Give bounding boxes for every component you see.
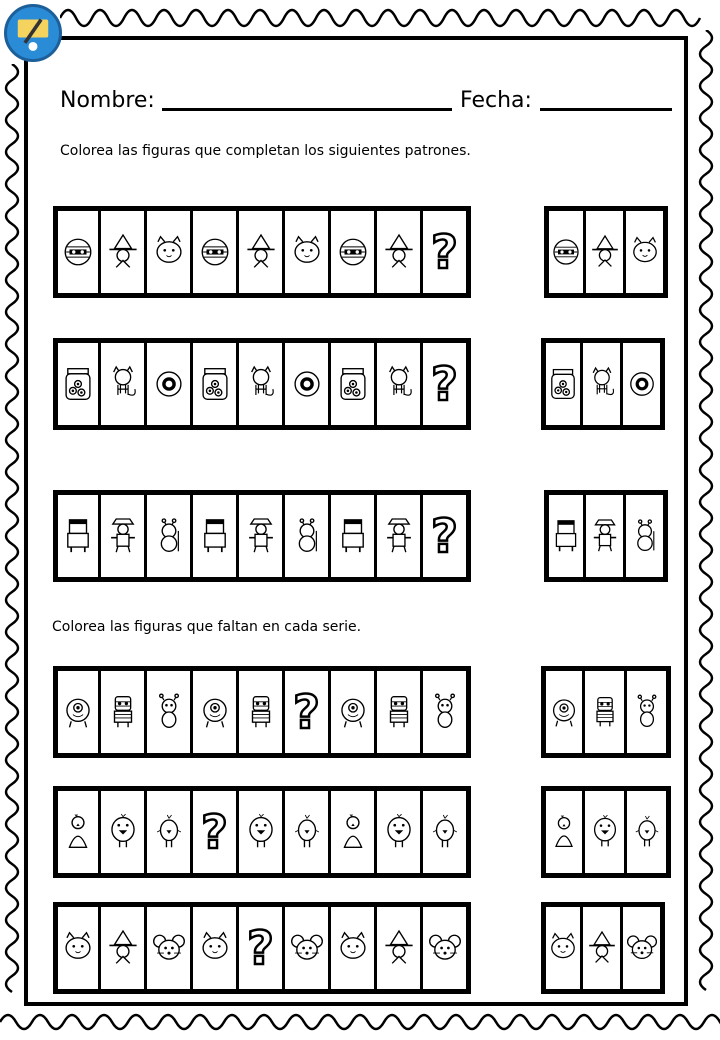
pattern-cell (193, 208, 239, 296)
scarecrow-icon (382, 517, 416, 555)
pattern-cell (101, 788, 147, 876)
missing-figure-cell[interactable] (193, 788, 239, 876)
skeleton-cat-icon (382, 365, 416, 403)
answer-option-cell[interactable] (585, 668, 627, 756)
missing-figure-cell[interactable] (423, 492, 469, 580)
pattern-cell (147, 340, 193, 428)
missing-figure-cell[interactable] (423, 340, 469, 428)
pattern-cell (239, 668, 285, 756)
answer-option-cell[interactable] (543, 668, 585, 756)
pattern-cell (377, 904, 423, 992)
pattern-cell (147, 788, 193, 876)
skeleton-cat-icon (244, 365, 278, 403)
instruction-section-2: Colorea las figuras que faltan en cada serie. (52, 619, 362, 635)
pattern-cell (101, 668, 147, 756)
pattern-cell (423, 788, 469, 876)
answer-option-cell[interactable] (543, 904, 583, 992)
curly-border-left (0, 64, 24, 1008)
cyclops-icon (198, 693, 232, 731)
cat-icon (547, 930, 579, 966)
answer-option-cell[interactable] (586, 492, 626, 580)
frankenstein-icon (61, 517, 95, 555)
pattern-cell (193, 904, 239, 992)
jar-icon (336, 365, 370, 403)
mouse-icon (290, 929, 324, 967)
frankenstein-icon (336, 517, 370, 555)
pattern-cell (101, 492, 147, 580)
pattern-cell (285, 492, 331, 580)
alien-icon (629, 518, 661, 554)
cat-icon (336, 929, 370, 967)
bird-small-icon (290, 813, 324, 851)
answer-options-row (541, 786, 671, 878)
antenna-monster-icon (428, 693, 462, 731)
answer-option-cell[interactable] (623, 904, 663, 992)
pattern-cell (331, 208, 377, 296)
mouse-icon (626, 930, 658, 966)
question-mark: ? (247, 921, 274, 975)
pattern-cell (147, 208, 193, 296)
pattern-cell (147, 492, 193, 580)
antenna-monster-icon (631, 694, 663, 730)
antenna-monster-icon (152, 693, 186, 731)
date-answer-line[interactable] (540, 108, 672, 111)
frankenstein-icon (550, 518, 582, 554)
frankenstein-icon (198, 517, 232, 555)
missing-figure-cell[interactable] (285, 668, 331, 756)
cat-icon (290, 233, 324, 271)
pattern-cell (285, 340, 331, 428)
answer-option-cell[interactable] (543, 340, 583, 428)
pattern-cell (55, 668, 101, 756)
scarecrow-icon (244, 517, 278, 555)
curly-border-top (60, 0, 720, 34)
pattern-cell (331, 668, 377, 756)
pattern-cell (377, 788, 423, 876)
bird-dress-icon (548, 814, 580, 850)
pattern-cell (193, 340, 239, 428)
pattern-cell (101, 208, 147, 296)
question-mark: ? (431, 357, 458, 411)
question-mark: ? (293, 685, 320, 739)
answer-option-cell[interactable] (626, 208, 666, 296)
bird-icon (382, 813, 416, 851)
answer-options-row (544, 206, 668, 298)
pattern-sequence-row (53, 786, 471, 878)
answer-option-cell[interactable] (627, 788, 669, 876)
cat-icon (152, 233, 186, 271)
pattern-cell (55, 492, 101, 580)
scarecrow-icon (106, 517, 140, 555)
alien-icon (152, 517, 186, 555)
answer-option-cell[interactable] (586, 208, 626, 296)
pattern-cell (239, 492, 285, 580)
answer-option-cell[interactable] (546, 492, 586, 580)
skeleton-cat-icon (586, 366, 618, 402)
bird-icon (106, 813, 140, 851)
cat-icon (198, 929, 232, 967)
alien-icon (290, 517, 324, 555)
question-mark: ? (431, 225, 458, 279)
jar-icon (198, 365, 232, 403)
mouse-icon (152, 929, 186, 967)
pattern-cell (377, 208, 423, 296)
pattern-cell (239, 340, 285, 428)
pattern-cell (239, 788, 285, 876)
date-label: Fecha: (460, 88, 532, 113)
pattern-cell (101, 340, 147, 428)
bird-small-icon (631, 814, 663, 850)
witch-icon (586, 930, 618, 966)
jar-icon (547, 366, 579, 402)
eyeball-icon (152, 365, 186, 403)
pattern-sequence-row (53, 206, 471, 298)
pattern-sequence-row (53, 902, 471, 994)
publisher-logo (4, 4, 62, 62)
bird-dress-icon (336, 813, 370, 851)
curly-border-right (692, 30, 720, 1008)
cyclops-icon (548, 694, 580, 730)
answer-option-cell[interactable] (627, 668, 669, 756)
instruction-section-1: Colorea las figuras que completan los siguientes patrones. (60, 143, 471, 159)
pattern-sequence-row (53, 666, 471, 758)
pattern-cell (101, 904, 147, 992)
cyclops-icon (61, 693, 95, 731)
answer-option-cell[interactable] (583, 340, 623, 428)
mummy-kid-icon (382, 693, 416, 731)
mummy-icon (61, 233, 95, 271)
pattern-sequence-row (53, 338, 471, 430)
pattern-cell (423, 668, 469, 756)
mummy-icon (198, 233, 232, 271)
mummy-icon (336, 233, 370, 271)
pattern-cell (331, 904, 377, 992)
pattern-cell (377, 492, 423, 580)
answer-option-cell[interactable] (546, 208, 586, 296)
cyclops-icon (336, 693, 370, 731)
answer-option-cell[interactable] (585, 788, 627, 876)
pattern-cell (285, 208, 331, 296)
pattern-cell (239, 208, 285, 296)
missing-figure-cell[interactable] (239, 904, 285, 992)
witch-icon (244, 233, 278, 271)
pattern-cell (55, 340, 101, 428)
mummy-kid-icon (106, 693, 140, 731)
bird-dress-icon (61, 813, 95, 851)
pattern-sequence-row (53, 490, 471, 582)
bird-small-icon (152, 813, 186, 851)
name-label: Nombre: (60, 88, 155, 113)
answer-options-row (544, 490, 668, 582)
curly-border-bottom (0, 1008, 720, 1040)
pattern-cell (377, 668, 423, 756)
pattern-cell (55, 788, 101, 876)
witch-icon (589, 234, 621, 270)
question-mark: ? (201, 805, 228, 859)
pattern-cell (55, 208, 101, 296)
answer-options-row (541, 666, 671, 758)
eyeball-icon (626, 366, 658, 402)
bird-icon (589, 814, 621, 850)
jar-icon (61, 365, 95, 403)
answer-options-row (541, 902, 665, 994)
witch-icon (106, 233, 140, 271)
name-answer-line[interactable] (162, 108, 452, 111)
pattern-cell (147, 904, 193, 992)
cat-icon (61, 929, 95, 967)
question-mark: ? (431, 509, 458, 563)
mummy-kid-icon (244, 693, 278, 731)
missing-figure-cell[interactable] (423, 208, 469, 296)
answer-option-cell[interactable] (543, 788, 585, 876)
answer-options-row (541, 338, 665, 430)
eyeball-icon (290, 365, 324, 403)
answer-option-cell[interactable] (623, 340, 663, 428)
scarecrow-icon (589, 518, 621, 554)
pattern-cell (331, 340, 377, 428)
cat-icon (629, 234, 661, 270)
pattern-cell (285, 904, 331, 992)
pattern-cell (331, 788, 377, 876)
witch-icon (382, 929, 416, 967)
bird-small-icon (428, 813, 462, 851)
witch-icon (106, 929, 140, 967)
pattern-cell (193, 492, 239, 580)
pattern-cell (377, 340, 423, 428)
mouse-icon (428, 929, 462, 967)
pattern-cell (423, 904, 469, 992)
witch-icon (382, 233, 416, 271)
pattern-cell (147, 668, 193, 756)
bird-icon (244, 813, 278, 851)
answer-option-cell[interactable] (583, 904, 623, 992)
pattern-cell (331, 492, 377, 580)
pattern-cell (55, 904, 101, 992)
pattern-cell (193, 668, 239, 756)
mummy-icon (550, 234, 582, 270)
skeleton-cat-icon (106, 365, 140, 403)
mummy-kid-icon (589, 694, 621, 730)
pattern-cell (285, 788, 331, 876)
answer-option-cell[interactable] (626, 492, 666, 580)
